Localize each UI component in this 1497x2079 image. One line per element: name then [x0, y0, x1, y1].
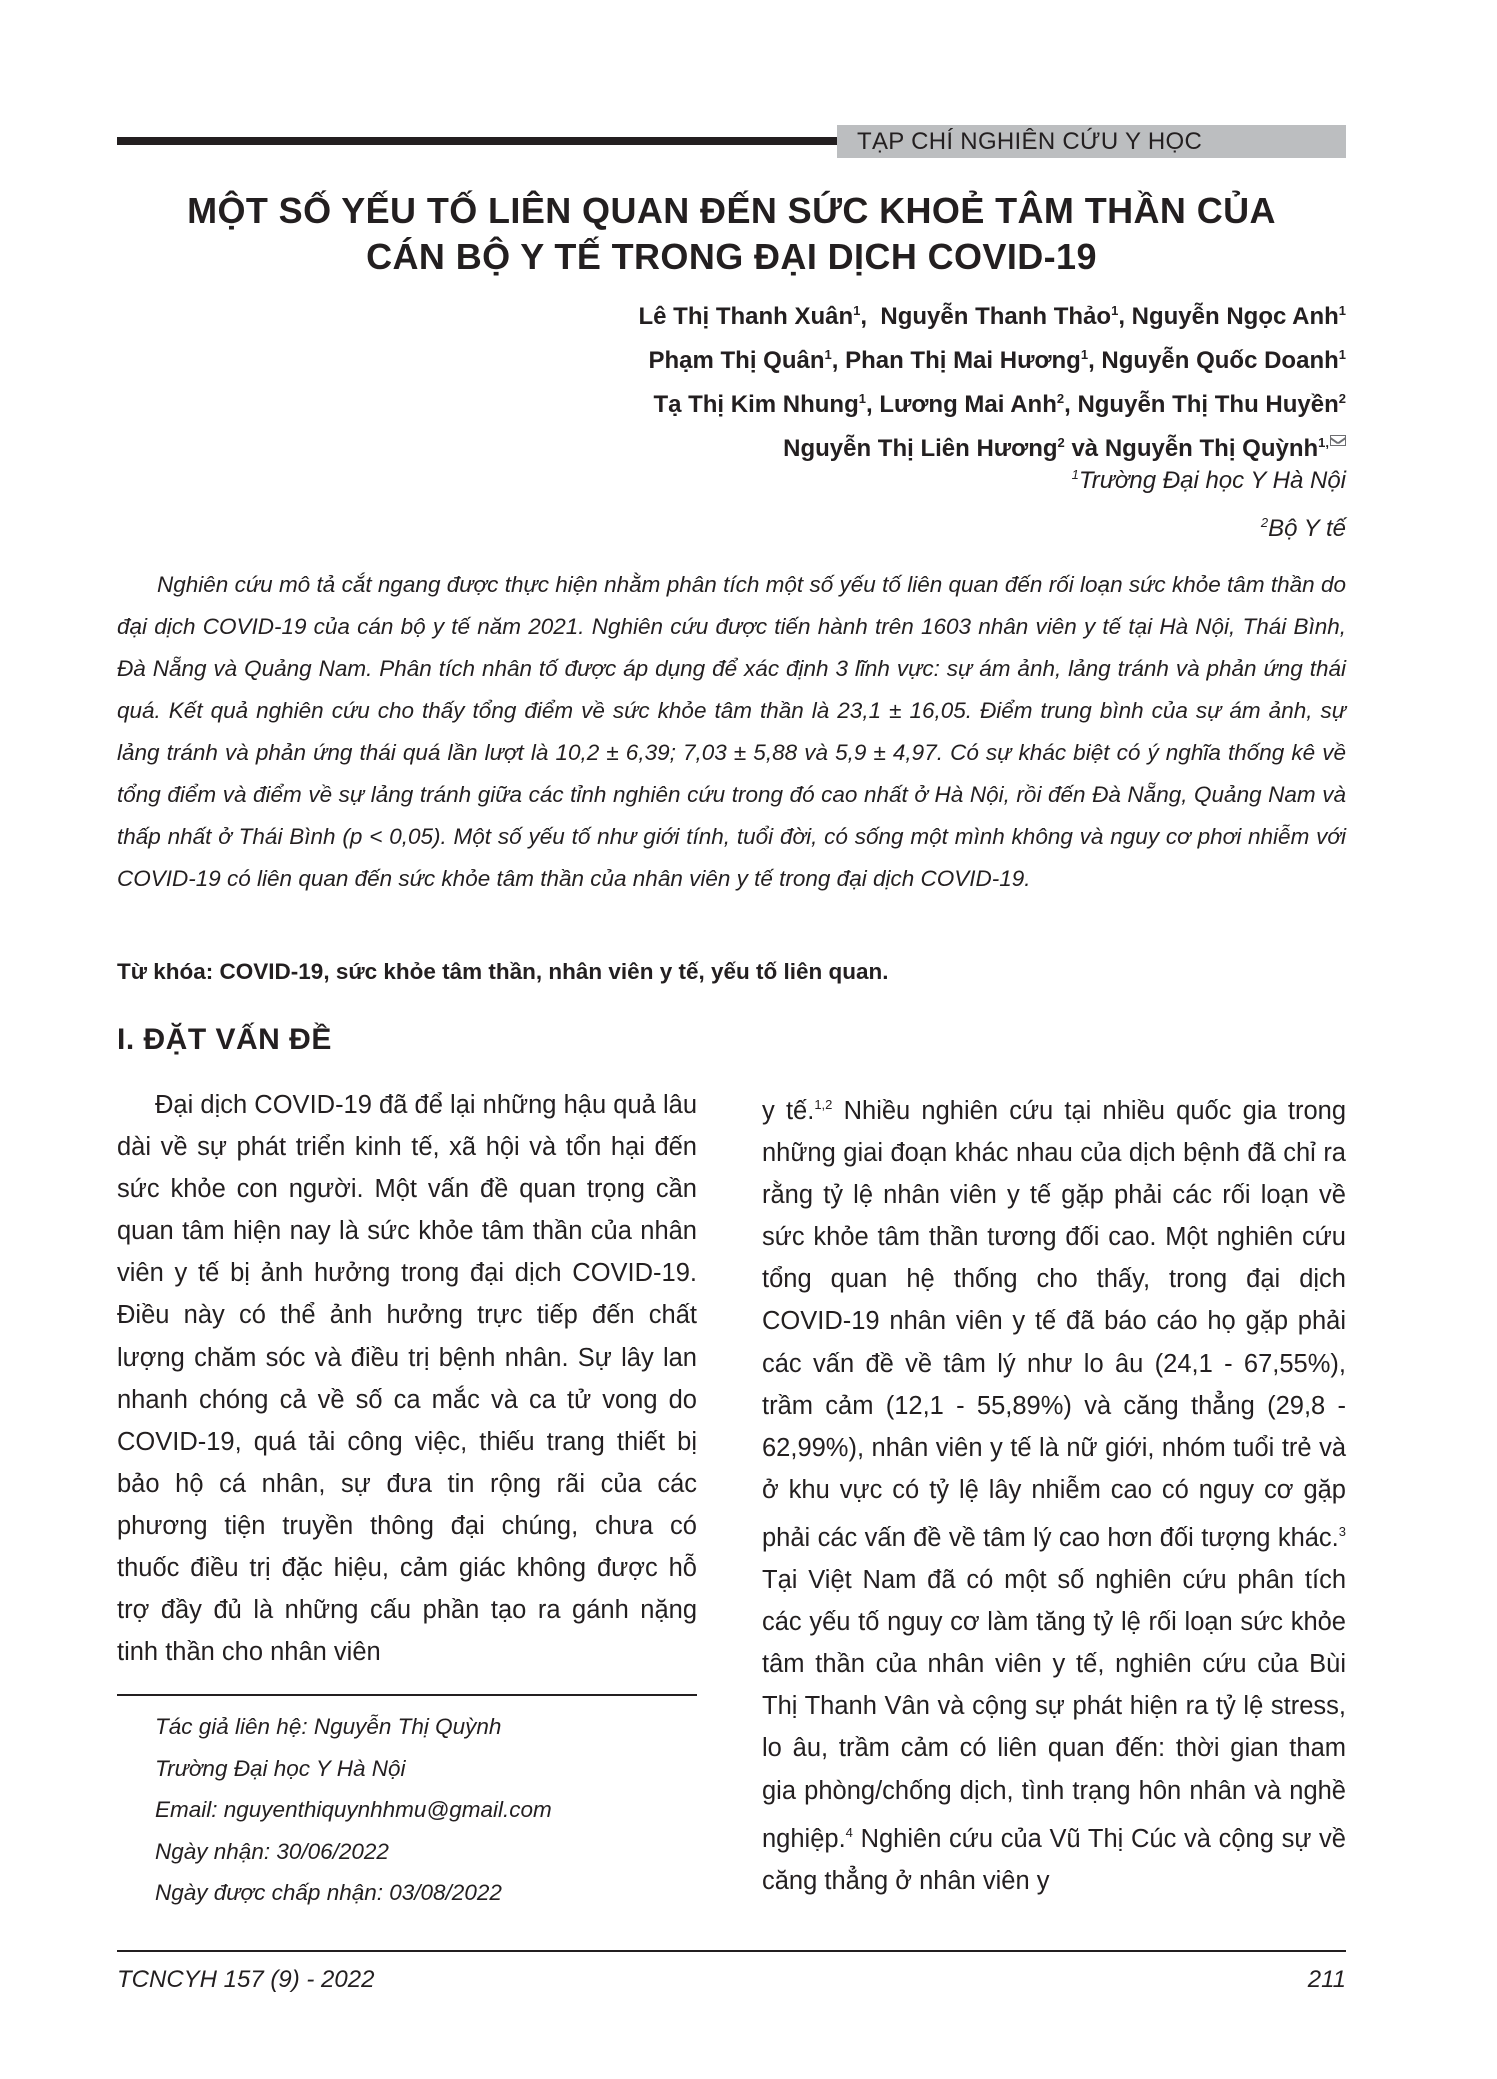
footnote-received: Ngày nhận: 30/06/2022	[155, 1838, 389, 1864]
section-title: I. ĐẶT VẤN ĐỀ	[117, 1023, 332, 1056]
header-rule	[117, 137, 837, 145]
author-name: Nguyễn Thanh Thảo	[880, 303, 1112, 330]
body-paragraph: y tế.$^{1,2}$ Nhiều nghiên cứu tại nhiều quốc gia trong những giai đoạn khác nhau của dịch bệnh đã chỉ ra rằng tỷ lệ nhân viên y tế gặp phải các rối loạn về sức khỏe tâm thần tương đối cao. Một nghiên cứu tổng quan hệ thống cho thấy, trong đại dịch COVID-19 nhân viên y tế đã báo cáo họ gặp phải các vấn đề về tâm lý như lo âu (24,1 - 67,55%), trầm cảm (12,1 - 55,89%) và căng thẳng (29,8 - 62,99%), nhân viên y tế là nữ giới, nhóm tuổi trẻ và ở khu vực có tỷ lệ lây nhiễm cao có nguy cơ gặp phải các vấn đề về tâm lý cao hơn đối tượng khác.$^3$ Tại Việt Nam đã có một số nghiên cứu phân tích các yếu tố nguy cơ làm tăng tỷ lệ rối loạn sức khỏe tâm thần của nhân viên y tế, nghiên cứu của Bùi Thị Thanh Vân và cộng sự phát hiện ra tỷ lệ stress, lo âu, trầm cảm có liên quan đến: thời gian tham gia phòng/chống dịch, tình trạng hôn nhân và nghề nghiệp.$^4$ Nghiên cứu của Vũ Thị Cúc và cộng sự về căng thẳng ở nhân viên y	[762, 1097, 1347, 1895]
article-title	[117, 188, 1346, 280]
footnote-institution: Trường Đại học Y Hà Nội	[155, 1755, 406, 1781]
affiliation-2: $^2$Bộ Y tế	[1260, 515, 1346, 542]
author-list	[500, 292, 1346, 468]
affiliations	[700, 454, 1346, 550]
abstract-text: Nghiên cứu mô tả cắt ngang được thực hiện nhằm phân tích một số yếu tố liên quan đến rối loạn sức khỏe tâm thần do đại dịch COVID-19 của cán bộ y tế năm 2021. Nghiên cứu được tiến hành trên 1603 nhân viên y tế tại Hà Nội, Thái Bình, Đà Nẵng và Quảng Nam. Phân tích nhân tố được áp dụng để xác định 3 lĩnh vực: sự ám ảnh, lảng tránh và phản ứng thái quá. Kết quả nghiên cứu cho thấy tổng điểm về sức khỏe tâm thần là 23,1 ± 16,05. Điểm trung bình của sự ám ảnh, sự lảng tránh và phản ứng thái quá lần lượt là 10,2 ± 6,39; 7,03 ± 5,88 và 5,9 ± 4,97. Có sự khác biệt có ý nghĩa thống kê về tổng điểm và điểm về sự lảng tránh giữa các tỉnh nghiên cứu trong đó cao nhất ở Hà Nội, rồi đến Đà Nẵng, Quảng Nam và thấp nhất ở Thái Bình (p < 0,05). Một số yếu tố như giới tính, tuổi đời, có sống một mình không và nguy cơ phơi nhiễm với COVID-19 có liên quan đến sức khỏe tâm thần của nhân viên y tế trong đại dịch COVID-19.	[117, 572, 1346, 891]
reference-marker: 4	[845, 1824, 853, 1840]
reference-marker: 1,2	[814, 1097, 833, 1112]
body-paragraph: Đại dịch COVID-19 đã để lại những hậu quả lâu dài về sự phát triển kinh tế, xã hội và tổn hại đến sức khỏe con người. Một vấn đề quan trọng cần quan tâm hiện nay là sức khỏe tâm thần của nhân viên y tế bị ảnh hưởng trong đại dịch COVID-19. Điều này có thể ảnh hưởng trực tiếp đến chất lượng chăm sóc và điều trị bệnh nhân. Sự lây lan nhanh chóng cả về số ca mắc và ca tử vong do COVID-19, quá tải công việc, thiếu trang thiết bị bảo hộ cá nhân, sự đưa tin rộng rãi của các phương tiện truyền thông đại chúng, chưa có thuốc điều trị đặc hiệu, cảm giác không được hỗ trợ đầy đủ là những cấu phần tạo ra gánh nặng tinh thần cho nhân viên	[117, 1091, 697, 1667]
footnote-rule	[117, 1694, 697, 1696]
author-name: Nguyễn Ngọc Anh	[1131, 303, 1339, 330]
page-number: 211	[1307, 1966, 1346, 1993]
author-line-4: Nguyễn Thị Liên Hương$^2$ và Nguyễn Thị Quỳnh$^{1,}$	[500, 424, 1346, 468]
keywords: Từ khóa: COVID-19, sức khỏe tâm thần, nhân viên y tế, yếu tố liên quan.	[117, 959, 889, 984]
reference-marker: 3	[1338, 1523, 1346, 1539]
footer-rule	[117, 1950, 1346, 1952]
author-name: Tạ Thị Kim Nhung	[653, 391, 859, 418]
author-name: Lương Mai Anh	[879, 391, 1057, 418]
envelope-icon	[1330, 435, 1346, 446]
affiliation-1: $^1$Trường Đại học Y Hà Nội	[1071, 467, 1346, 494]
abstract	[117, 564, 1346, 900]
title-line-2: CÁN BỘ Y TẾ TRONG ĐẠI DỊCH COVID-19	[366, 236, 1097, 277]
title-line-1: MỘT SỐ YẾU TỐ LIÊN QUAN ĐẾN SỨC KHOẺ TÂM THẦN CỦA	[187, 190, 1276, 231]
author-line-1: Lê Thị Thanh Xuân$^1$, Nguyễn Thanh Thảo$^1$, Nguyễn Ngọc Anh$^1$	[638, 303, 1346, 330]
author-name: Nguyễn Thị Thu Huyền	[1077, 391, 1339, 418]
author-name: Nguyễn Thị Quỳnh	[1104, 435, 1319, 462]
journal-name: TẠP CHÍ NGHIÊN CỨU Y HỌC	[837, 125, 1346, 158]
author-name: Phạm Thị Quân	[648, 347, 825, 374]
body-column-right	[762, 1084, 1346, 1902]
footnote-contact: Tác giả liên hệ: Nguyễn Thị Quỳnh	[155, 1714, 502, 1739]
footnote-email: Email: nguyenthiquynhhmu@gmail.com	[155, 1797, 552, 1822]
author-name: Nguyễn Thị Liên Hương	[783, 435, 1058, 462]
footnotes	[155, 1706, 715, 1914]
author-name: Nguyễn Quốc Doanh	[1101, 347, 1339, 374]
author-line-2: Phạm Thị Quân$^1$, Phan Thị Mai Hương$^1$, Nguyễn Quốc Doanh$^1$	[648, 347, 1346, 374]
author-name: Phan Thị Mai Hương	[845, 347, 1081, 374]
body-column-left	[117, 1084, 697, 1673]
author-name: Lê Thị Thanh Xuân	[638, 303, 854, 330]
footnote-accepted: Ngày được chấp nhận: 03/08/2022	[155, 1880, 502, 1905]
author-line-3: Tạ Thị Kim Nhung$^1$, Lương Mai Anh$^2$, Nguyễn Thị Thu Huyền$^2$	[653, 391, 1346, 418]
footer-citation: TCNCYH 157 (9) - 2022	[117, 1966, 375, 1993]
